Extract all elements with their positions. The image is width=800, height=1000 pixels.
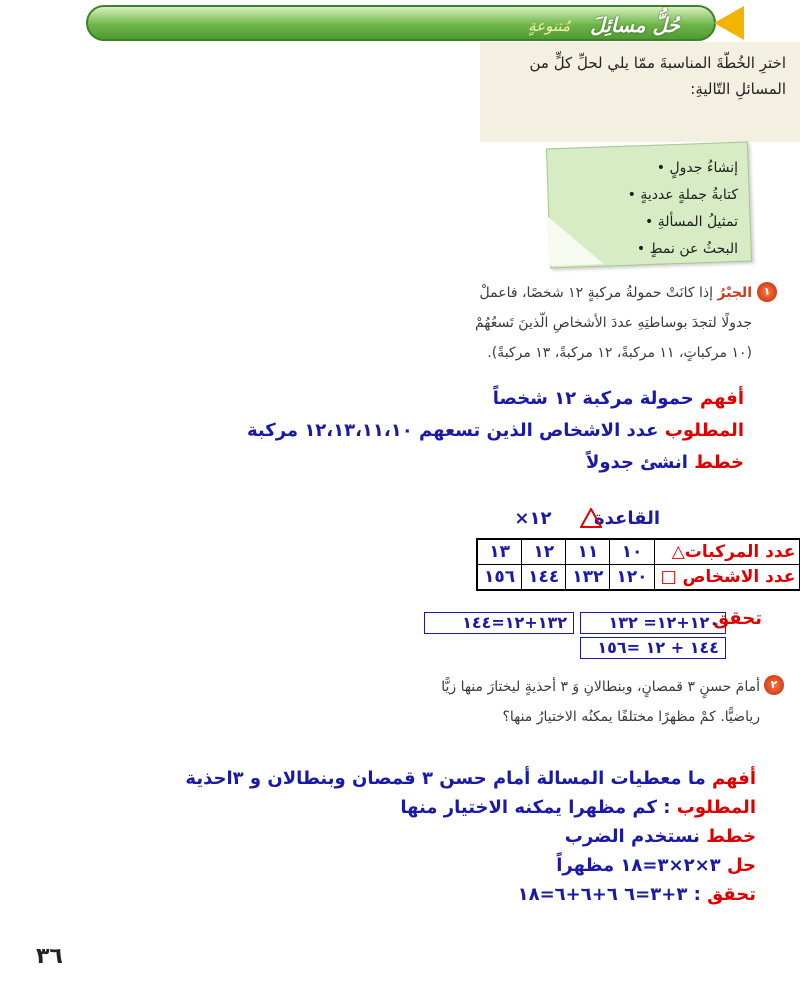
problem-1-statement: إذا كانَتْ حمولةُ مركبةٍ ١٢ شخصًا، فاعملْ جدولًا لتجدَ بوساطتِهِ عددَ الأشخاصِ الّذينَ تَسعُهُمْ (١٠ مركباتٍ، ١١ مركبةً، ١٢ مركبةً، ١٣ مركبةً). bbox=[474, 285, 752, 361]
section-title: حُلُّ مسائِلَ bbox=[590, 13, 680, 37]
s1-understand-label: أفهم bbox=[700, 388, 744, 409]
s2-understand-label: أفهم bbox=[712, 768, 756, 789]
s1-plan-text: انشئ جدولاً bbox=[585, 452, 688, 473]
base-label: القاعدة bbox=[594, 508, 660, 529]
problem-1-label: الجبْرُ bbox=[717, 285, 752, 301]
problem-2-number: ٢ bbox=[764, 675, 784, 695]
check-equation: ١٤٤ + ١٢ =١٥٦ bbox=[580, 637, 726, 659]
s2-plan-text: نستخدم الضرب bbox=[564, 826, 700, 847]
check-equation: ١٣٢+١٢=١٤٤ bbox=[424, 612, 574, 634]
s1-understand-line bbox=[493, 388, 744, 409]
s1-understand-text: حمولة مركبة ١٢ شخصاً bbox=[492, 388, 694, 409]
s2-check-text: : ٣+٣=٦ ٦+٦+٦=١٨ bbox=[517, 884, 701, 905]
base-rule: ١٢× bbox=[514, 508, 552, 529]
table-cell: ١١ bbox=[566, 539, 610, 565]
table-cell: ١٢٠ bbox=[610, 565, 654, 591]
table-cell: ١٣ bbox=[477, 539, 522, 565]
s2-required-text: : كم مظهرا يمكنه الاختيار منها bbox=[400, 797, 671, 818]
table-cell: ١٥٦ bbox=[477, 565, 522, 591]
row-header-people: عدد الاشخاص □ bbox=[654, 565, 800, 591]
strategy-item: البحثُ عن نمطٍ • bbox=[568, 236, 738, 263]
s2-solve-text: ٣×٢×٣=١٨ مظهراً bbox=[556, 855, 721, 876]
s2-plan-label: خطط bbox=[706, 826, 756, 847]
strategy-list bbox=[568, 155, 738, 263]
table-row bbox=[477, 539, 800, 565]
s1-required-text: عدد الاشخاص الذين تسعهم ١٢،١٣،١١،١٠ مركبة bbox=[246, 420, 659, 441]
s2-required-label: المطلوب bbox=[676, 797, 756, 818]
table-cell: ١٠ bbox=[610, 539, 654, 565]
strategy-item: إنشاءُ جدولٍ • bbox=[568, 155, 738, 182]
triangle-icon bbox=[580, 508, 602, 528]
table-row bbox=[477, 565, 800, 591]
table-cell: ١٤٤ bbox=[522, 565, 566, 591]
s2-understand-text: ما معطيات المسالة أمام حسن ٣ قمصان وبنطالان و ٣احذية bbox=[185, 768, 706, 789]
intro-instruction: اخترِ الخُطّةَ المناسبةَ ممّا يلي لحلِّ كلٍّ من المسائلِ التّاليةِ: bbox=[529, 54, 786, 98]
s1-plan-label: خطط bbox=[694, 452, 744, 473]
table-cell: ١٢ bbox=[522, 539, 566, 565]
problem-1-number: ١ bbox=[757, 282, 777, 302]
people-table bbox=[476, 538, 800, 591]
s2-check-label: تحقق bbox=[707, 884, 756, 905]
s2-plan-line bbox=[565, 826, 756, 847]
check-equation: ١٢٠+١٢= ١٣٢ bbox=[580, 612, 726, 634]
s2-solve-label: حل bbox=[726, 855, 756, 876]
s1-required-label: المطلوب bbox=[664, 420, 744, 441]
table-cell: ١٣٢ bbox=[566, 565, 610, 591]
s1-required-line bbox=[247, 420, 744, 441]
s2-understand-line bbox=[185, 768, 756, 789]
section-subtitle: مُتنوعةٍ bbox=[528, 17, 570, 35]
page-number: ٣٦ bbox=[36, 944, 63, 969]
s2-solve-line bbox=[556, 855, 756, 876]
s1-check-label: تحقق bbox=[713, 608, 762, 629]
row-header-vehicles: عدد المركبات△ bbox=[654, 539, 800, 565]
strategy-item: تمثيلُ المسألةِ • bbox=[568, 209, 738, 236]
problem-1-text bbox=[452, 278, 752, 368]
s2-check-line bbox=[518, 884, 756, 905]
s1-plan-line bbox=[586, 452, 744, 473]
problem-2-statement: أمامَ حسنٍ ٣ قمصانٍ، وبنطالانِ وَ ٣ أحذيةٍ ليختارَ منها زيًّا رياضيًّا. كمْ مظهرًا مختلفًا يمكنُه الاختيارُ منها؟ bbox=[441, 679, 760, 725]
s2-required-line bbox=[400, 797, 756, 818]
strategy-item: كتابةُ جملةٍ عدديةٍ • bbox=[568, 182, 738, 209]
header-arrow-icon bbox=[714, 6, 744, 40]
